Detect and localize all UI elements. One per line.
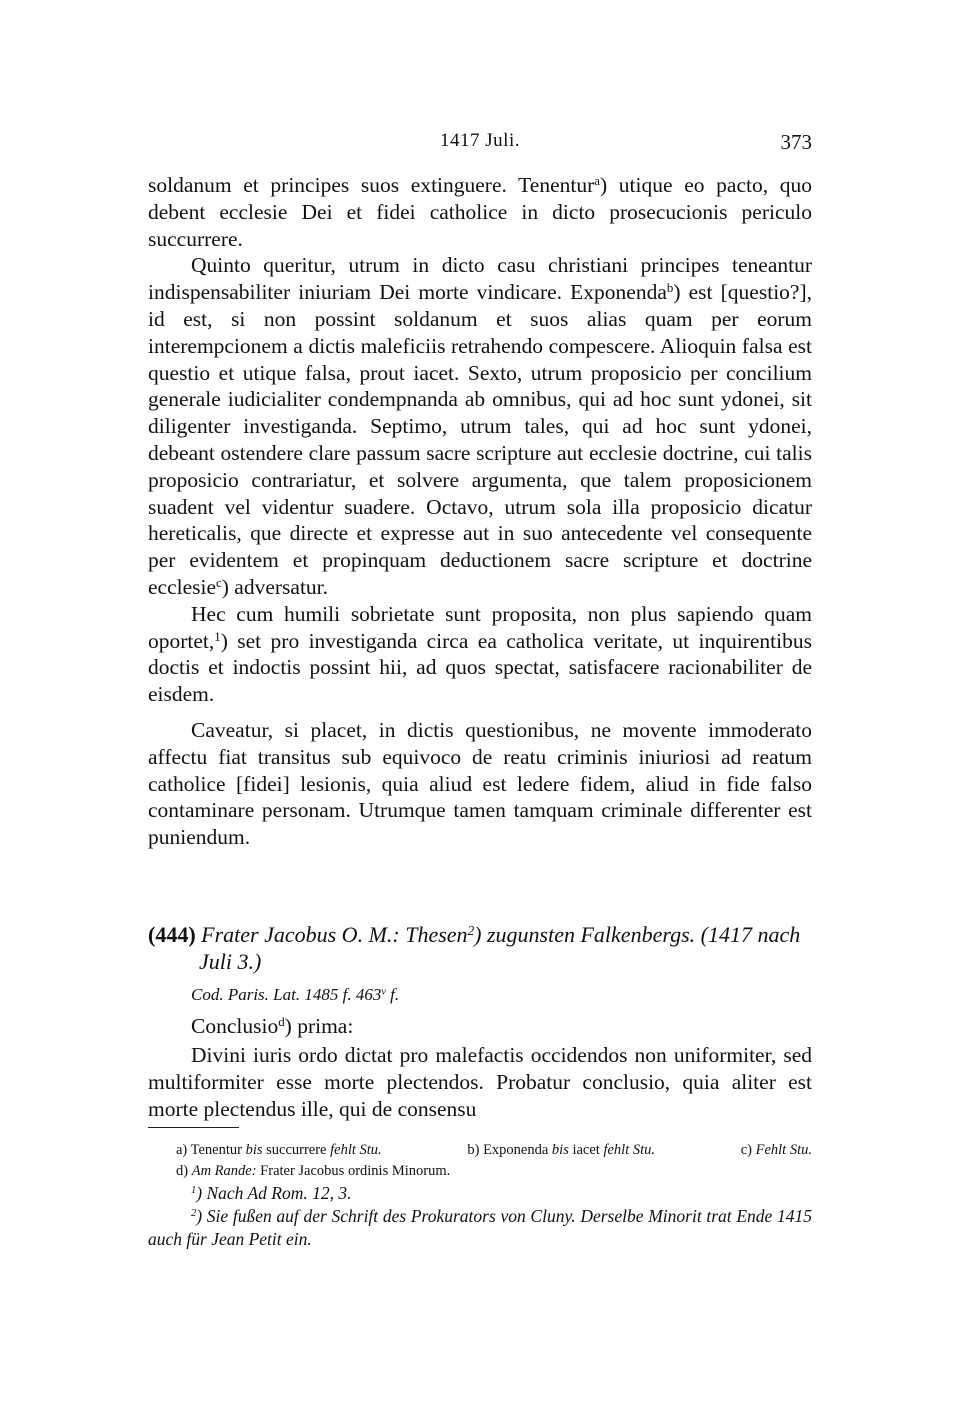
footnote-ref-d: d: [278, 1014, 285, 1029]
footnote-row-abc: [176, 1140, 812, 1161]
document-heading: [148, 922, 812, 975]
footnote-1: $^1$) Nach Ad Rom. 12, 3.: [191, 1183, 352, 1203]
paragraph-2: [148, 252, 812, 600]
running-head: [148, 130, 812, 156]
document-text: Divini iuris ordo dictat pro malefactis occidendos non uniformiter, sed multiformiter esse morte plectendos. Probatur conclusio, quia aliter est morte plectendus ille, qui de consensu: [148, 1043, 812, 1121]
footnote-ref-a: a: [594, 173, 600, 188]
paragraph-1: [148, 172, 812, 252]
footnote-ref-b: b: [666, 281, 674, 296]
main-text: [148, 172, 812, 851]
paragraph-2-text: Quinto queritur, utrum in dicto casu christiani principes teneantur indispensabiliter iniuriam Dei morte vindicare. Exponenda: [148, 253, 812, 305]
paragraph-3: [148, 601, 812, 708]
document-number: (444): [148, 922, 196, 947]
paragraph-4: Caveatur, si placet, in dictis questionibus, ne movente immoderato affectu fiat transitus sub equivoco de reatu criminis iniuriosi ad reatum catholice [fidei] lesionis, quia aliud est ledere fidem, aliud in fide falso contaminare personam. Utrumque tamen tamquam criminale differenter est puniendum.: [148, 717, 812, 850]
footnote-ref-2: 2: [467, 922, 475, 938]
paragraph-1-text: soldanum et principes suos extinguere. Tenentur: [148, 173, 595, 197]
paragraph-2-text-end: ) adversatur.: [221, 574, 329, 599]
conclusio-heading: Conclusio$^d$) prima:: [191, 1014, 354, 1038]
footnote-d: d) Am Rande: Frater Jacobus ordinis Minorum.: [176, 1163, 451, 1179]
footnote-ref-1: 1: [214, 629, 221, 644]
running-head-title: 1417 Juli.: [440, 130, 520, 151]
manuscript-source: Cod. Paris. Lat. 1485 f. 463$^v$ f.: [191, 985, 400, 1004]
page-number: 373: [780, 130, 812, 154]
footnote-divider: [148, 1127, 239, 1128]
footnote-c: c) Fehlt Stu.: [740, 1142, 812, 1158]
footnotes: [148, 1140, 812, 1251]
document-444: [148, 922, 812, 1122]
paragraph-3-text: Hec cum humili sobrietate sunt proposita, non plus sapiendo quam oportet,: [148, 601, 812, 653]
footnote-2: $^2$) Sie fußen auf der Schrift des Prokurators von Cluny. Derselbe Minorit trat Ende 1415 auch für Jean Petit ein.: [148, 1206, 812, 1249]
text-critical-notes: [148, 1140, 812, 1182]
paragraph-1-text-cont: ) utique eo pacto, quo debent ecclesie Dei et fidei catholice in dicto prosecucionis periculo succurrere.: [148, 173, 812, 251]
footnote-a: a) Tenentur bis succurrere fehlt Stu.: [176, 1142, 382, 1158]
footnote-ref-c: c: [216, 575, 222, 590]
footnote-b: b) Exponenda bis iacet fehlt Stu.: [467, 1142, 656, 1158]
paragraph-2-text-cont: ) est [questio?], id est, si non possint soldanum et suos alias quam per eorum interempcionem a dictis maleficiis retrahendo compescere. Alioquin falsa est questio et utique falsa, prout iacet. Sexto, utrum proposicio per concilium generale iudicialiter condempnanda ab omnibus, qui ad hoc sunt ydonei, sit diligenter investiganda. Septimo, utrum tales, qui ad hoc sunt ydonei, debeant ostendere clare passum sacre scripture aut ecclesie doctrine, cui talis proposicio contrariatur, et solvere argumenta, que talem proposicionem suadent vel videntur suadere. Octavo, utrum sola illa proposicio dicatur hereticalis, que directe et expresse aut in suo antecedente vel consequente per evidentem et propinquam deductionem sacre scripture et doctrine ecclesie: [148, 280, 812, 599]
paragraph-3-text-cont: ) set pro investiganda circa ea catholica veritate, ut inquirentibus doctis et indoctis possint hii, ad quos spectat, satisfacere racionabiliter de eisdem.: [148, 628, 812, 707]
document-title: Frater Jacobus O. M.: Thesen$^2$) zugunsten Falkenbergs. (1417 nach Juli 3.): [199, 922, 801, 974]
